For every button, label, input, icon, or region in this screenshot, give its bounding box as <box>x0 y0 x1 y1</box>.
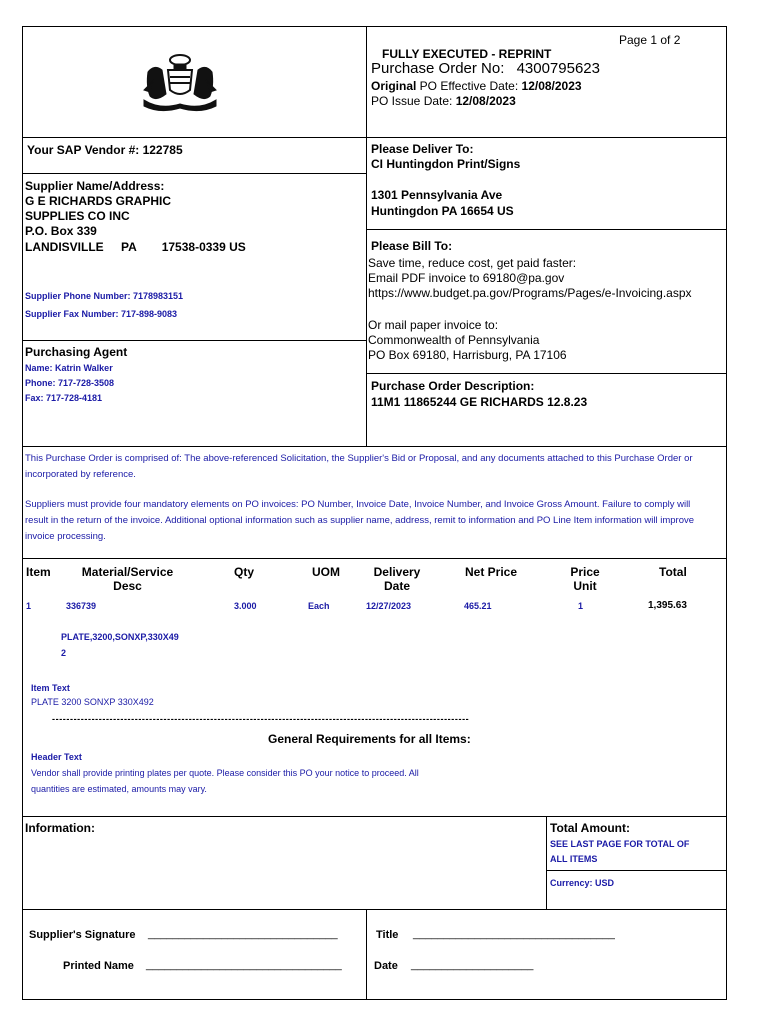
currency-divider <box>546 870 727 871</box>
row-uom: Each <box>308 601 330 611</box>
currency-label: Currency: USD <box>550 878 615 888</box>
supplier-name-line1: G E RICHARDS GRAPHIC <box>25 194 172 208</box>
deliver-address2: Huntingdon PA 16654 US <box>371 204 514 218</box>
bill-line6: PO Box 69180, Harrisburg, PA 17106 <box>368 348 567 362</box>
header-divider-h <box>22 137 727 138</box>
notes-divider <box>22 446 727 447</box>
supplier-zip: 17538-0339 US <box>161 240 246 254</box>
deliver-address1: 1301 Pennsylvania Ave <box>371 188 503 202</box>
supplier-city-line <box>25 240 246 254</box>
effective-date: 12/08/2023 <box>521 79 582 93</box>
supplier-phone: Supplier Phone Number: 7178983151 <box>25 291 184 301</box>
border-bottom <box>22 999 727 1000</box>
bill-line4: Or mail paper invoice to: <box>368 318 499 332</box>
notes-paragraph-2: Suppliers must provide four mandatory elements on PO invoices: PO Number, Invoice Date, Invoice Number, and Invoice Gross Amount. Failure to comply will result in the return of the invoice. Additional optional information such as supplier name, address, remit to information and PO Line Item information will improve invoice processing. <box>25 499 695 542</box>
col-uom: UOM <box>312 565 340 579</box>
sap-vendor-number: Your SAP Vendor #: 122785 <box>27 143 183 157</box>
total-amount-note-line1: SEE LAST PAGE FOR TOTAL OF <box>550 839 690 849</box>
issue-date-line <box>371 94 516 108</box>
general-requirements-heading: General Requirements for all Items: <box>268 732 471 746</box>
dash-separator: -------------------------------------------------------------------------------------------------------------------- <box>52 714 470 724</box>
printed-name-label: Printed Name <box>63 960 134 972</box>
description-divider <box>366 373 727 374</box>
supplier-city: LANDISVILLE <box>25 240 104 254</box>
row-price-unit: 1 <box>578 601 584 611</box>
bill-heading: Please Bill To: <box>371 239 453 253</box>
header-text-line2: quantities are estimated, amounts may vary. <box>31 784 207 794</box>
table-top-divider <box>22 558 727 559</box>
row-material: 336739 <box>66 601 97 611</box>
information-label: Information: <box>25 821 95 835</box>
deliver-heading: Please Deliver To: <box>371 142 474 156</box>
agent-heading: Purchasing Agent <box>25 345 128 359</box>
row-desc-line1: PLATE,3200,SONXP,330X49 <box>61 632 179 642</box>
supplier-fax: Supplier Fax Number: 717-898-9083 <box>25 309 178 319</box>
supplier-name-line2: SUPPLIES CO INC <box>25 209 130 223</box>
agent-phone: Phone: 717-728-3508 <box>25 378 115 388</box>
row-total: 1,395.63 <box>648 600 687 611</box>
po-number-line <box>371 60 600 77</box>
agent-divider <box>22 340 367 341</box>
summary-divider-v <box>546 816 547 910</box>
col-price-line1: Price <box>570 565 600 579</box>
page-label: Page 1 of 2 <box>619 33 681 47</box>
col-price-line2: Unit <box>573 579 597 593</box>
issue-date: 12/08/2023 <box>455 94 516 108</box>
col-material <box>70 565 185 593</box>
item-text-label: Item Text <box>31 683 70 693</box>
effective-label: PO Effective Date: <box>416 79 522 93</box>
mid-divider-v <box>366 137 367 447</box>
item-text: PLATE 3200 SONXP 330X492 <box>31 697 154 707</box>
row-qty: 3.000 <box>234 601 257 611</box>
printed-name-line[interactable]: ________________________________ <box>146 959 342 971</box>
supplier-address-line1: P.O. Box 339 <box>25 224 97 238</box>
row-item: 1 <box>26 601 32 611</box>
supplier-signature-line[interactable]: _______________________________ <box>148 928 338 940</box>
bill-email: Email PDF invoice to 69180@pa.gov <box>368 271 565 285</box>
bill-line5: Commonwealth of Pennsylvania <box>368 333 540 347</box>
effective-label-bold: Original <box>371 79 417 93</box>
col-price-unit <box>560 565 610 593</box>
description-heading: Purchase Order Description: <box>371 379 535 393</box>
col-delivery-line1: Delivery <box>373 565 421 579</box>
col-material-line1: Material/Service <box>81 565 174 579</box>
total-amount-note-line2: ALL ITEMS <box>550 854 598 864</box>
bill-line1: Save time, reduce cost, get paid faster: <box>368 256 577 270</box>
description-text: 11M1 11865244 GE RICHARDS 12.8.23 <box>371 395 588 409</box>
supplier-signature-label: Supplier's Signature <box>29 929 136 941</box>
po-label: Purchase Order No: <box>371 60 505 77</box>
pa-state-seal-icon <box>140 50 220 116</box>
summary-top-divider <box>22 816 727 817</box>
border-top <box>22 26 727 27</box>
agent-fax: Fax: 717-728-4181 <box>25 393 103 403</box>
deliver-name: CI Huntingdon Print/Signs <box>371 157 521 171</box>
agent-name: Name: Katrin Walker <box>25 363 113 373</box>
date-line[interactable]: ____________________ <box>411 959 534 971</box>
issue-label: PO Issue Date: <box>371 94 456 108</box>
col-material-line2: Desc <box>113 579 142 593</box>
status-label: FULLY EXECUTED - REPRINT <box>382 47 552 61</box>
supplier-state: PA <box>121 240 137 254</box>
header-divider-v <box>366 26 367 138</box>
title-label: Title <box>376 929 399 941</box>
col-qty: Qty <box>234 565 255 579</box>
deliver-divider <box>366 229 727 230</box>
row-desc-line2: 2 <box>61 648 67 658</box>
effective-date-line <box>371 79 582 93</box>
po-number: 4300795623 <box>516 60 600 77</box>
border-right <box>726 26 727 1000</box>
supplier-name-label: Supplier Name/Address: <box>25 179 165 193</box>
title-line[interactable]: _________________________________ <box>413 928 615 940</box>
row-delivery: 12/27/2023 <box>366 601 412 611</box>
header-text-line1: Vendor shall provide printing plates per quote. Please consider this PO your notice to proceed. All <box>31 768 419 778</box>
col-delivery <box>362 565 432 593</box>
total-amount-label: Total Amount: <box>550 821 630 835</box>
summary-bottom-divider <box>22 909 727 910</box>
col-item: Item <box>26 565 51 579</box>
row-net-price: 465.21 <box>464 601 492 611</box>
col-net-price: Net Price <box>465 565 518 579</box>
signature-divider-v <box>366 909 367 1000</box>
notes-paragraph-1: This Purchase Order is comprised of: The above-referenced Solicitation, the Supplier's Bid or Proposal, and any documents attached to this Purchase Order or incorporated by reference. <box>25 453 693 480</box>
col-total: Total <box>659 565 687 579</box>
col-delivery-line2: Date <box>383 579 410 593</box>
sap-divider <box>22 173 367 174</box>
date-label: Date <box>374 960 398 972</box>
bill-url: https://www.budget.pa.gov/Programs/Pages/e-Invoicing.aspx <box>368 286 692 300</box>
header-text-label: Header Text <box>31 752 82 762</box>
